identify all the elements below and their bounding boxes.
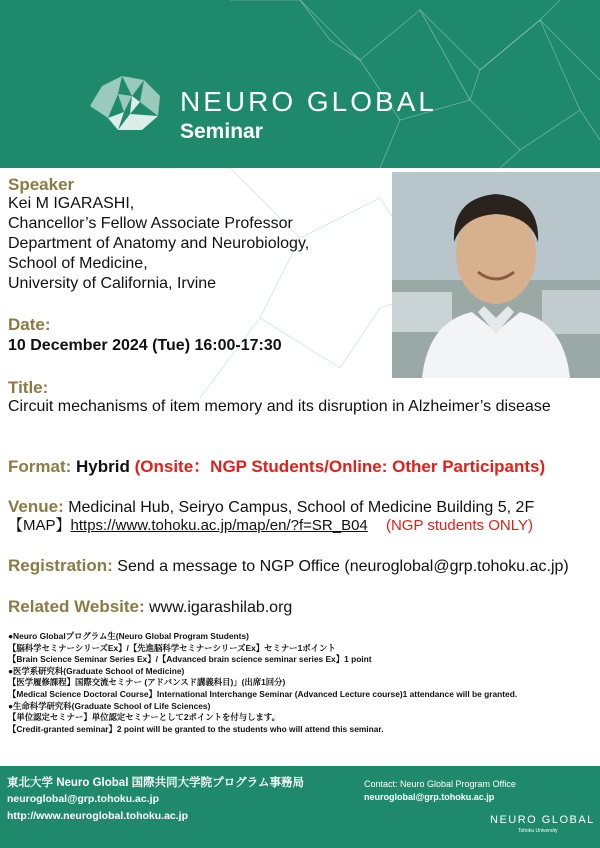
speaker-details (8, 194, 309, 294)
format-line (8, 457, 545, 476)
speaker-position: Chancellor’s Fellow Associate Professor (8, 215, 293, 232)
date-label: Date: (8, 315, 51, 334)
note-line: 【医学履修課程】国際交流セミナー (アドバンスド講義科目)」(出席1回分) (8, 677, 286, 688)
map-link[interactable]: https://www.tohoku.ac.jp/map/en/?f=SR_B04 (70, 517, 368, 534)
map-note: (NGP students ONLY) (385, 517, 533, 534)
brain-logo-icon (82, 72, 168, 144)
brand-subtitle: Seminar (180, 120, 263, 143)
website-line (8, 597, 292, 617)
talk-title: Circuit mechanisms of item memory and its disruption in Alzheimer’s disease (8, 398, 551, 415)
format-open-paren: ( (134, 457, 141, 476)
credit-notes (8, 631, 593, 735)
footer-logo: NEURO GLOBAL (490, 814, 595, 826)
speaker-school: School of Medicine, (8, 255, 148, 272)
footer-email[interactable]: neuroglobal@grp.tohoku.ac.jp (7, 793, 159, 805)
note-line: ●医学系研究科(Graduate School of Medicine) (8, 665, 185, 676)
contact-email[interactable]: neuroglobal@grp.tohoku.ac.jp (364, 792, 495, 802)
venue-label: Venue: (8, 497, 64, 516)
map-prefix: 【MAP】 (8, 517, 71, 534)
footer-url[interactable]: http://www.neuroglobal.tohoku.ac.jp (7, 810, 189, 822)
speaker-department: Department of Anatomy and Neurobiology, (8, 235, 310, 252)
format-close-paren: ) (539, 457, 546, 476)
registration-line (8, 556, 569, 576)
note-line: 【脳科学セミナーシリーズEx】/【先進脳科学セミナーシリーズEx】セミナー1ポイント (8, 642, 336, 653)
venue-line (8, 497, 534, 517)
registration-label: Registration: (8, 556, 113, 575)
note-line: 【Brain Science Seminar Series Ex】/【Advanced brain science seminar series Ex】1 point (8, 654, 372, 665)
venue-value: Medicinal Hub, Seiryo Campus, School of Medicine Building 5, 2F (68, 499, 535, 516)
speaker-label: Speaker (8, 175, 75, 194)
footer-band (0, 766, 600, 848)
format-label: Format: (8, 457, 72, 476)
footer-logo-sub: Tohoku University (518, 828, 558, 834)
format-detail: Onsite：NGP Students/Online: Other Participants (140, 457, 540, 476)
date-value: 10 December 2024 (Tue) 16:00-17:30 (8, 337, 282, 354)
office-name-jp: 東北大学 Neuro Global 国際共同大学院プログラム事務局 (7, 777, 304, 789)
map-line (8, 516, 533, 535)
website-link[interactable]: www.igarashilab.org (149, 599, 293, 616)
title-label: Title: (8, 378, 49, 397)
registration-value: Send a message to NGP Office (neuroglobal@grp.tohoku.ac.jp) (117, 558, 569, 575)
note-line: ●生命科学研究科(Graduate School of Life Sciences) (8, 700, 211, 711)
website-label: Related Website: (8, 597, 145, 616)
speaker-university: University of California, Irvine (8, 275, 217, 292)
note-line: 【Medical Science Doctoral Course】International Interchange Seminar (Advanced Lecture course)1 attendance will be granted. (8, 688, 518, 699)
contact-label: Contact: Neuro Global Program Office (364, 779, 516, 789)
note-line: ●Neuro Globalプログラム生(Neuro Global Program Students) (8, 631, 249, 641)
note-line: 【Credit-granted seminar】2 point will be granted to the students who will attend this seminar. (8, 723, 384, 734)
format-value: Hybrid (76, 457, 130, 476)
speaker-photo (392, 172, 600, 378)
speaker-name: Kei M IGARASHI, (8, 195, 135, 212)
note-line: 【単位認定セミナー】単位認定セミナーとして2ポイントを付与します。 (8, 712, 280, 723)
brand-title: NEURO GLOBAL (180, 86, 437, 117)
header-band (0, 0, 600, 168)
